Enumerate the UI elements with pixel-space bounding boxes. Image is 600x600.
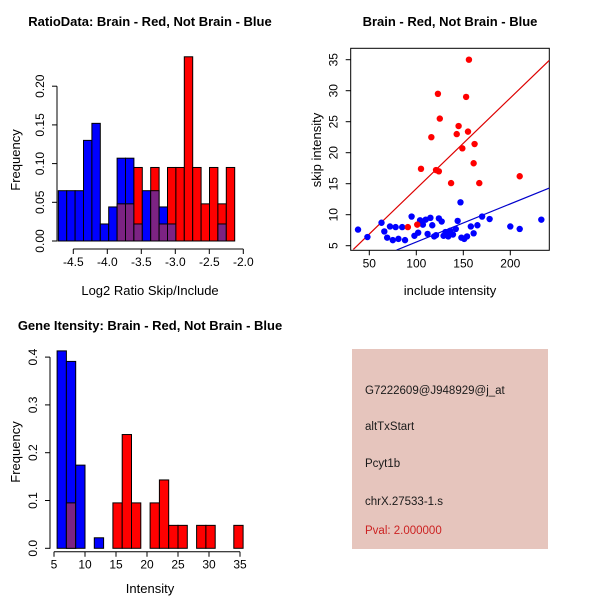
scatter-xlabel: include intensity bbox=[403, 283, 497, 298]
svg-text:200: 200 bbox=[500, 256, 521, 271]
panel-gene-info bbox=[300, 300, 600, 600]
gene-histogram-ylabel: Frequency bbox=[8, 421, 23, 483]
svg-text:100: 100 bbox=[406, 256, 427, 271]
intensity-scatter-canvas bbox=[300, 0, 600, 300]
svg-text:-3.0: -3.0 bbox=[164, 255, 186, 269]
svg-text:0.1: 0.1 bbox=[26, 492, 40, 509]
svg-text:0.15: 0.15 bbox=[33, 113, 47, 137]
svg-text:10: 10 bbox=[78, 557, 92, 572]
svg-text:0.10: 0.10 bbox=[33, 151, 47, 176]
svg-text:25: 25 bbox=[171, 557, 185, 572]
svg-text:-4.0: -4.0 bbox=[96, 255, 118, 269]
svg-text:15: 15 bbox=[326, 177, 341, 191]
svg-text:0.0: 0.0 bbox=[26, 539, 40, 557]
ratio-histogram-xlabel: Log2 Ratio Skip/Include bbox=[81, 283, 219, 298]
ratio-histogram-canvas bbox=[0, 0, 300, 300]
svg-text:35: 35 bbox=[233, 557, 247, 572]
svg-text:15: 15 bbox=[109, 557, 123, 572]
svg-text:0.00: 0.00 bbox=[33, 229, 47, 253]
svg-text:35: 35 bbox=[326, 53, 341, 67]
svg-text:-4.5: -4.5 bbox=[62, 255, 84, 269]
scatter-ylabel: skip intensity bbox=[309, 112, 324, 188]
svg-text:5: 5 bbox=[50, 557, 58, 572]
ratio-histogram-ylabel: Frequency bbox=[8, 129, 23, 191]
svg-text:5: 5 bbox=[326, 242, 341, 250]
gene-histogram-title: Gene Itensity: Brain - Red, Not Brain - Blue bbox=[17, 318, 283, 333]
gene-info-background bbox=[352, 349, 548, 549]
svg-text:0.05: 0.05 bbox=[33, 190, 47, 214]
svg-text:30: 30 bbox=[202, 557, 216, 572]
svg-text:150: 150 bbox=[453, 256, 474, 271]
panel-ratio-histogram bbox=[0, 0, 300, 300]
svg-text:-2.0: -2.0 bbox=[232, 255, 254, 269]
panel-gene-histogram bbox=[0, 300, 300, 600]
svg-text:0.20: 0.20 bbox=[33, 74, 47, 98]
svg-text:30: 30 bbox=[326, 84, 341, 98]
probe-id-text: G7222609@J948929@j_at bbox=[365, 385, 505, 397]
gene-histogram-xlabel: Intensity bbox=[125, 581, 175, 596]
svg-text:20: 20 bbox=[326, 146, 341, 160]
gene-name-text: Pcyt1b bbox=[365, 458, 401, 470]
svg-text:-2.5: -2.5 bbox=[198, 255, 220, 269]
svg-text:50: 50 bbox=[362, 256, 376, 271]
event-type-text: altTxStart bbox=[365, 421, 415, 433]
svg-text:0.3: 0.3 bbox=[26, 396, 40, 414]
svg-text:10: 10 bbox=[326, 208, 341, 222]
svg-text:-3.5: -3.5 bbox=[130, 255, 152, 269]
pval-text: Pval: 2.000000 bbox=[365, 525, 442, 537]
locus-text: chrX.27533-1.s bbox=[365, 496, 443, 508]
panel-intensity-scatter bbox=[300, 0, 600, 300]
svg-text:0.4: 0.4 bbox=[26, 348, 40, 366]
svg-text:25: 25 bbox=[326, 115, 341, 129]
scatter-title: Brain - Red, Not Brain - Blue bbox=[362, 14, 538, 29]
svg-text:0.2: 0.2 bbox=[26, 444, 40, 462]
ratio-histogram-title: RatioData: Brain - Red, Not Brain - Blue bbox=[28, 14, 272, 29]
svg-text:20: 20 bbox=[140, 557, 154, 572]
gene-histogram-canvas bbox=[0, 300, 300, 600]
